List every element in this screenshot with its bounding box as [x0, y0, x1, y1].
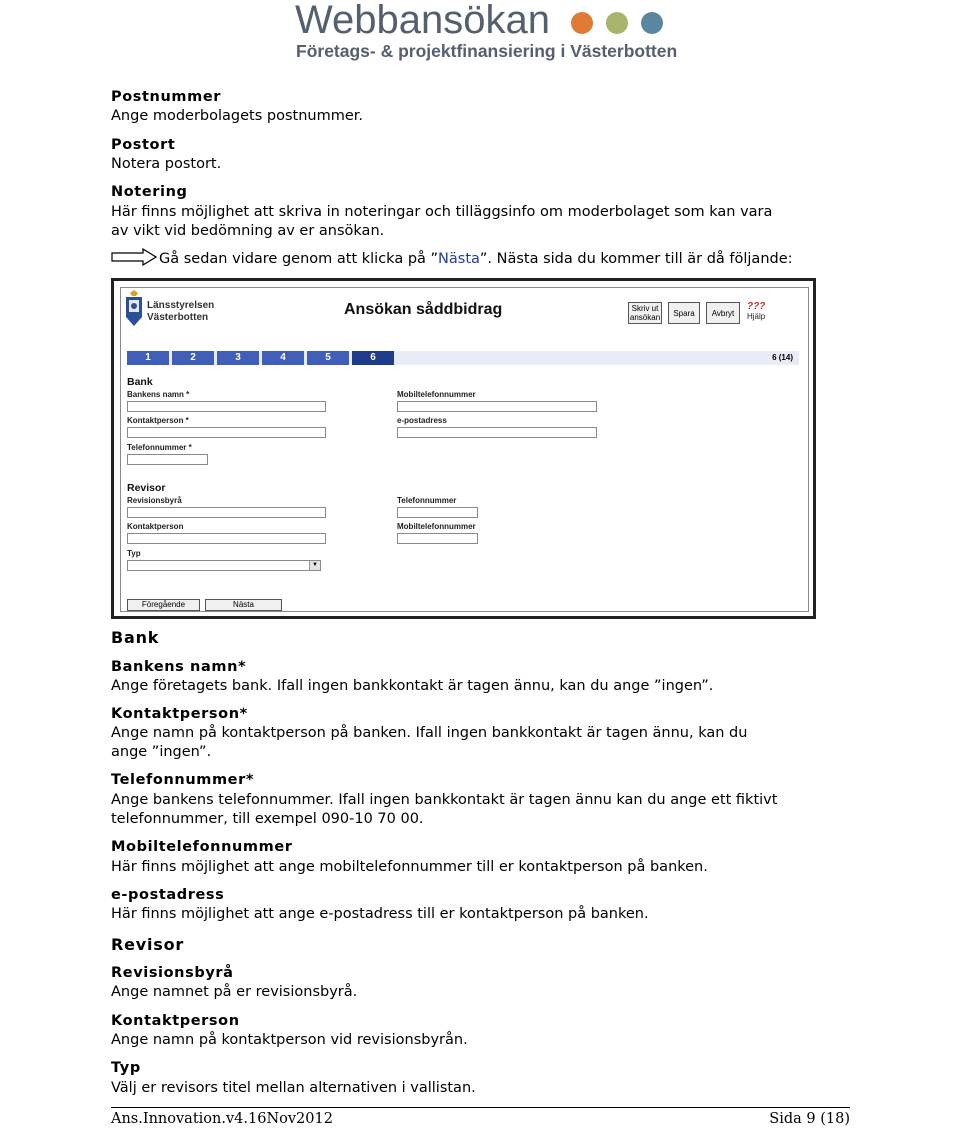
- bank-email-label: e-postadress: [397, 416, 447, 425]
- chevron-down-icon: ▼: [309, 561, 320, 570]
- bank-section-title: Bank: [127, 376, 153, 388]
- revisor-item-text: Välj er revisors titel mellan alternativen i vallistan.: [111, 1080, 476, 1096]
- revisor-section-title: Revisor: [127, 482, 166, 494]
- revisor-item-heading: Revisionsbyrå: [111, 965, 234, 981]
- text-notering-line2: av vikt vid bedömning av er ansökan.: [111, 223, 385, 239]
- bank-item-heading: Bankens namn*: [111, 659, 247, 675]
- tab-2[interactable]: 2: [172, 351, 214, 365]
- bank-item-text: Ange bankens telefonnummer. Ifall ingen bankkontakt är tagen ännu kan du ange ett fiktivt: [111, 792, 778, 808]
- rev-mobile-label: Mobiltelefonnummer: [397, 522, 476, 531]
- bank-item-text: Här finns möjlighet att ange mobiltelefonnummer till er kontaktperson på banken.: [111, 859, 708, 875]
- tab-5[interactable]: 5: [307, 351, 349, 365]
- step-tabs: [127, 351, 799, 365]
- bank-contact-label: Kontaktperson *: [127, 416, 189, 425]
- rev-contact-label: Kontaktperson: [127, 522, 184, 531]
- save-button[interactable]: Spara: [668, 302, 700, 324]
- tab-6[interactable]: 6: [352, 351, 394, 365]
- bank-name-label: Bankens namn *: [127, 390, 190, 399]
- bank-mobile-input[interactable]: [397, 401, 597, 412]
- print-button[interactable]: Skriv ut ansökan: [629, 304, 661, 322]
- logo-dot-green: [606, 12, 628, 34]
- instruction-text: [159, 250, 793, 269]
- heading-notering: Notering: [111, 184, 188, 200]
- bank-title: Bank: [111, 628, 160, 647]
- bank-mobile-label: Mobiltelefonnummer: [397, 390, 476, 399]
- logo-dot-orange: [571, 12, 593, 34]
- rev-type-label: Typ: [127, 549, 141, 558]
- link-nasta[interactable]: Nästa: [438, 251, 480, 267]
- logo-dot-blue: [641, 12, 663, 34]
- revisor-item-heading: Typ: [111, 1060, 141, 1076]
- prev-button[interactable]: Föregående: [127, 599, 200, 611]
- bank-item-heading: Telefonnummer*: [111, 772, 255, 788]
- crest-icon: [124, 290, 144, 330]
- bank-email-input[interactable]: [397, 427, 597, 438]
- revisor-item-text: Ange namn på kontaktperson vid revisionsbyrån.: [111, 1032, 468, 1048]
- footer-doc-id: Ans.Innovation.v4.16Nov2012: [111, 1111, 333, 1127]
- form-title: Ansökan såddbidrag: [344, 301, 503, 318]
- bank-contact-input[interactable]: [127, 427, 326, 438]
- cancel-button[interactable]: Avbryt: [706, 302, 740, 324]
- rev-phone-label: Telefonnummer: [397, 496, 457, 505]
- rev-mobile-input[interactable]: [397, 533, 478, 544]
- revisor-item-text: Ange namnet på er revisionsbyrå.: [111, 984, 358, 1000]
- text-notering-line1: Här finns möjlighet att skriva in noteringar och tilläggsinfo om moderbolaget som kan vara: [111, 204, 773, 220]
- logo-title: Webbansökan: [295, 0, 550, 42]
- revisor-title: Revisor: [111, 935, 185, 954]
- bank-phone-input[interactable]: [127, 454, 208, 465]
- revisor-item-heading: Kontaktperson: [111, 1013, 240, 1029]
- heading-postort: Postort: [111, 137, 176, 153]
- bank-item-text: Här finns möjlighet att ange e-postadress till er kontaktperson på banken.: [111, 906, 649, 922]
- bank-phone-label: Telefonnummer *: [127, 443, 192, 452]
- tab-4[interactable]: 4: [262, 351, 304, 365]
- footer-divider: [111, 1107, 850, 1108]
- rev-contact-input[interactable]: [127, 533, 326, 544]
- bank-item-text: Ange namn på kontaktperson på banken. Ifall ingen bankkontakt är tagen ännu, kan du: [111, 725, 748, 741]
- tab-3[interactable]: 3: [217, 351, 259, 365]
- next-button[interactable]: Nästa: [205, 599, 282, 611]
- bank-item-heading: Mobiltelefonnummer: [111, 839, 293, 855]
- rev-firm-input[interactable]: [127, 507, 326, 518]
- arrow-right-icon: [111, 248, 157, 266]
- bank-name-input[interactable]: [127, 401, 326, 412]
- bank-item-heading: Kontaktperson*: [111, 706, 248, 722]
- page-indicator: 6 (14): [772, 353, 793, 362]
- help-button[interactable]: [747, 302, 771, 322]
- instruction-before: Gå sedan vidare genom att klicka på ”: [159, 251, 439, 267]
- heading-postnummer: Postnummer: [111, 89, 221, 105]
- rev-firm-label: Revisionsbyrå: [127, 496, 182, 505]
- org-name-line2: Västerbotten: [147, 312, 209, 323]
- text-postnummer: Ange moderbolagets postnummer.: [111, 108, 363, 124]
- text-postort: Notera postort.: [111, 156, 222, 172]
- footer-page-number: Sida 9 (18): [769, 1111, 850, 1127]
- bank-item-text: telefonnummer, till exempel 090-10 70 00.: [111, 811, 424, 827]
- tab-1[interactable]: 1: [127, 351, 169, 365]
- help-icon: ???: [747, 301, 766, 312]
- form-screenshot: [111, 278, 816, 619]
- instruction-after: ”. Nästa sida du kommer till är då följande:: [479, 251, 793, 267]
- form-screenshot-inner: [120, 287, 809, 612]
- logo-subtitle: Företags- & projektfinansiering i Västerbotten: [296, 41, 678, 61]
- bank-item-heading: e-postadress: [111, 887, 225, 903]
- org-name-line1: Länsstyrelsen: [147, 300, 215, 311]
- rev-type-select[interactable]: [127, 560, 321, 571]
- bank-item-text: Ange företagets bank. Ifall ingen bankkontakt är tagen ännu, kan du ange ”ingen”.: [111, 678, 714, 694]
- rev-phone-input[interactable]: [397, 507, 478, 518]
- help-label: Hjälp: [747, 312, 766, 321]
- bank-item-text: ange ”ingen”.: [111, 744, 212, 760]
